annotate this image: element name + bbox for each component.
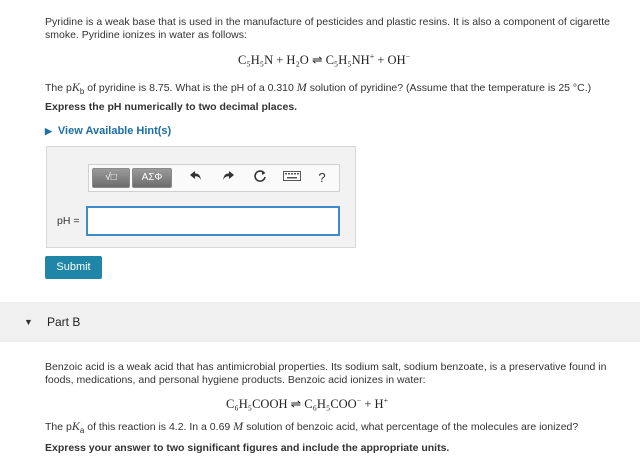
eq-charge: − <box>356 396 362 405</box>
reset-icon[interactable] <box>251 169 269 187</box>
eq-plus: + <box>276 53 284 68</box>
kb-subscript: b <box>79 87 85 97</box>
part-a-question <box>45 81 591 98</box>
eq-equilibrium-arrow: ⇌ <box>311 53 323 68</box>
benzoic-equation <box>226 396 388 412</box>
templates-button[interactable] <box>92 168 130 188</box>
eq-benzoic-acid: C₆H₅COOH <box>226 397 288 412</box>
pyridine-equation <box>238 52 410 68</box>
eq-hydrogen-ion: H <box>374 397 384 412</box>
eq-hydroxide: OH <box>387 53 406 68</box>
question-text: of pyridine is 8.75. What is the pH of a 0.310 <box>84 82 297 94</box>
question-text: solution of benzoic acid, what percentage of the molecules are ionized? <box>243 421 579 433</box>
view-hints-label: View Available Hint(s) <box>57 125 172 137</box>
part-b-instruction: Express your answer to two significant figures and include the appropriate units. <box>45 442 450 454</box>
ka-subscript: a <box>79 426 85 436</box>
eq-water: H₂O <box>286 53 309 68</box>
eq-charge: + <box>369 52 375 61</box>
ph-input[interactable] <box>86 206 340 236</box>
part-a-instruction: Express the pH numerically to two decimal places. <box>45 101 298 113</box>
molar-symbol: M <box>233 419 244 433</box>
help-icon: ? <box>318 170 326 185</box>
keyboard-icon[interactable] <box>281 169 303 187</box>
part-b-question <box>45 420 578 437</box>
greek-symbols-button[interactable] <box>132 168 172 188</box>
collapse-triangle-icon: ▼ <box>24 317 33 327</box>
eq-plus: + <box>377 53 385 68</box>
part-a-intro-line1: Pyridine is a weak base that is used in the manufacture of pesticides and plastic resins. It is also a component of cigarette <box>45 16 610 28</box>
ka-symbol: K <box>71 419 80 433</box>
molar-symbol: M <box>296 80 307 94</box>
undo-icon[interactable] <box>187 169 205 187</box>
question-text: The p <box>45 82 72 94</box>
kb-symbol: K <box>71 80 80 94</box>
math-toolbar <box>88 164 340 192</box>
part-b-intro-line2: foods, medications, and personal hygiene products. Benzoic acid ionizes in water: <box>45 374 426 386</box>
question-text: of this reaction is 4.2. In a 0.69 <box>84 421 234 433</box>
eq-pyridinium: C₅H₅NH <box>325 53 370 68</box>
question-text: solution of pyridine? (Assume that the temperature is 25 °C.) <box>306 82 592 94</box>
part-b-header[interactable] <box>0 302 640 342</box>
redo-icon[interactable] <box>219 169 237 187</box>
question-text: The p <box>45 421 72 433</box>
part-b-intro <box>45 361 640 387</box>
eq-plus: + <box>364 397 372 412</box>
part-a-intro <box>45 16 640 42</box>
part-b-title: Part B <box>47 315 81 329</box>
ph-label: pH = <box>57 215 80 227</box>
eq-benzoate: C₆H₅COO <box>304 397 357 412</box>
help-button[interactable] <box>313 169 331 187</box>
templates-icon: √□ <box>105 172 117 183</box>
submit-button[interactable]: Submit <box>45 256 102 279</box>
eq-charge: − <box>405 52 411 61</box>
eq-charge: + <box>383 396 389 405</box>
eq-equilibrium-arrow: ⇌ <box>290 397 302 412</box>
greek-label: ΑΣΦ <box>141 172 163 183</box>
part-b-intro-line1: Benzoic acid is a weak acid that has antimicrobial properties. Its sodium salt, sodium benzoate, is a preservative found in <box>45 361 607 373</box>
eq-pyridine: C₅H₅N <box>238 53 274 68</box>
expand-triangle-icon: ▶ <box>45 126 52 136</box>
part-a-intro-line2: smoke. Pyridine ionizes in water as follows: <box>45 29 247 41</box>
view-hints-link[interactable] <box>45 125 171 137</box>
